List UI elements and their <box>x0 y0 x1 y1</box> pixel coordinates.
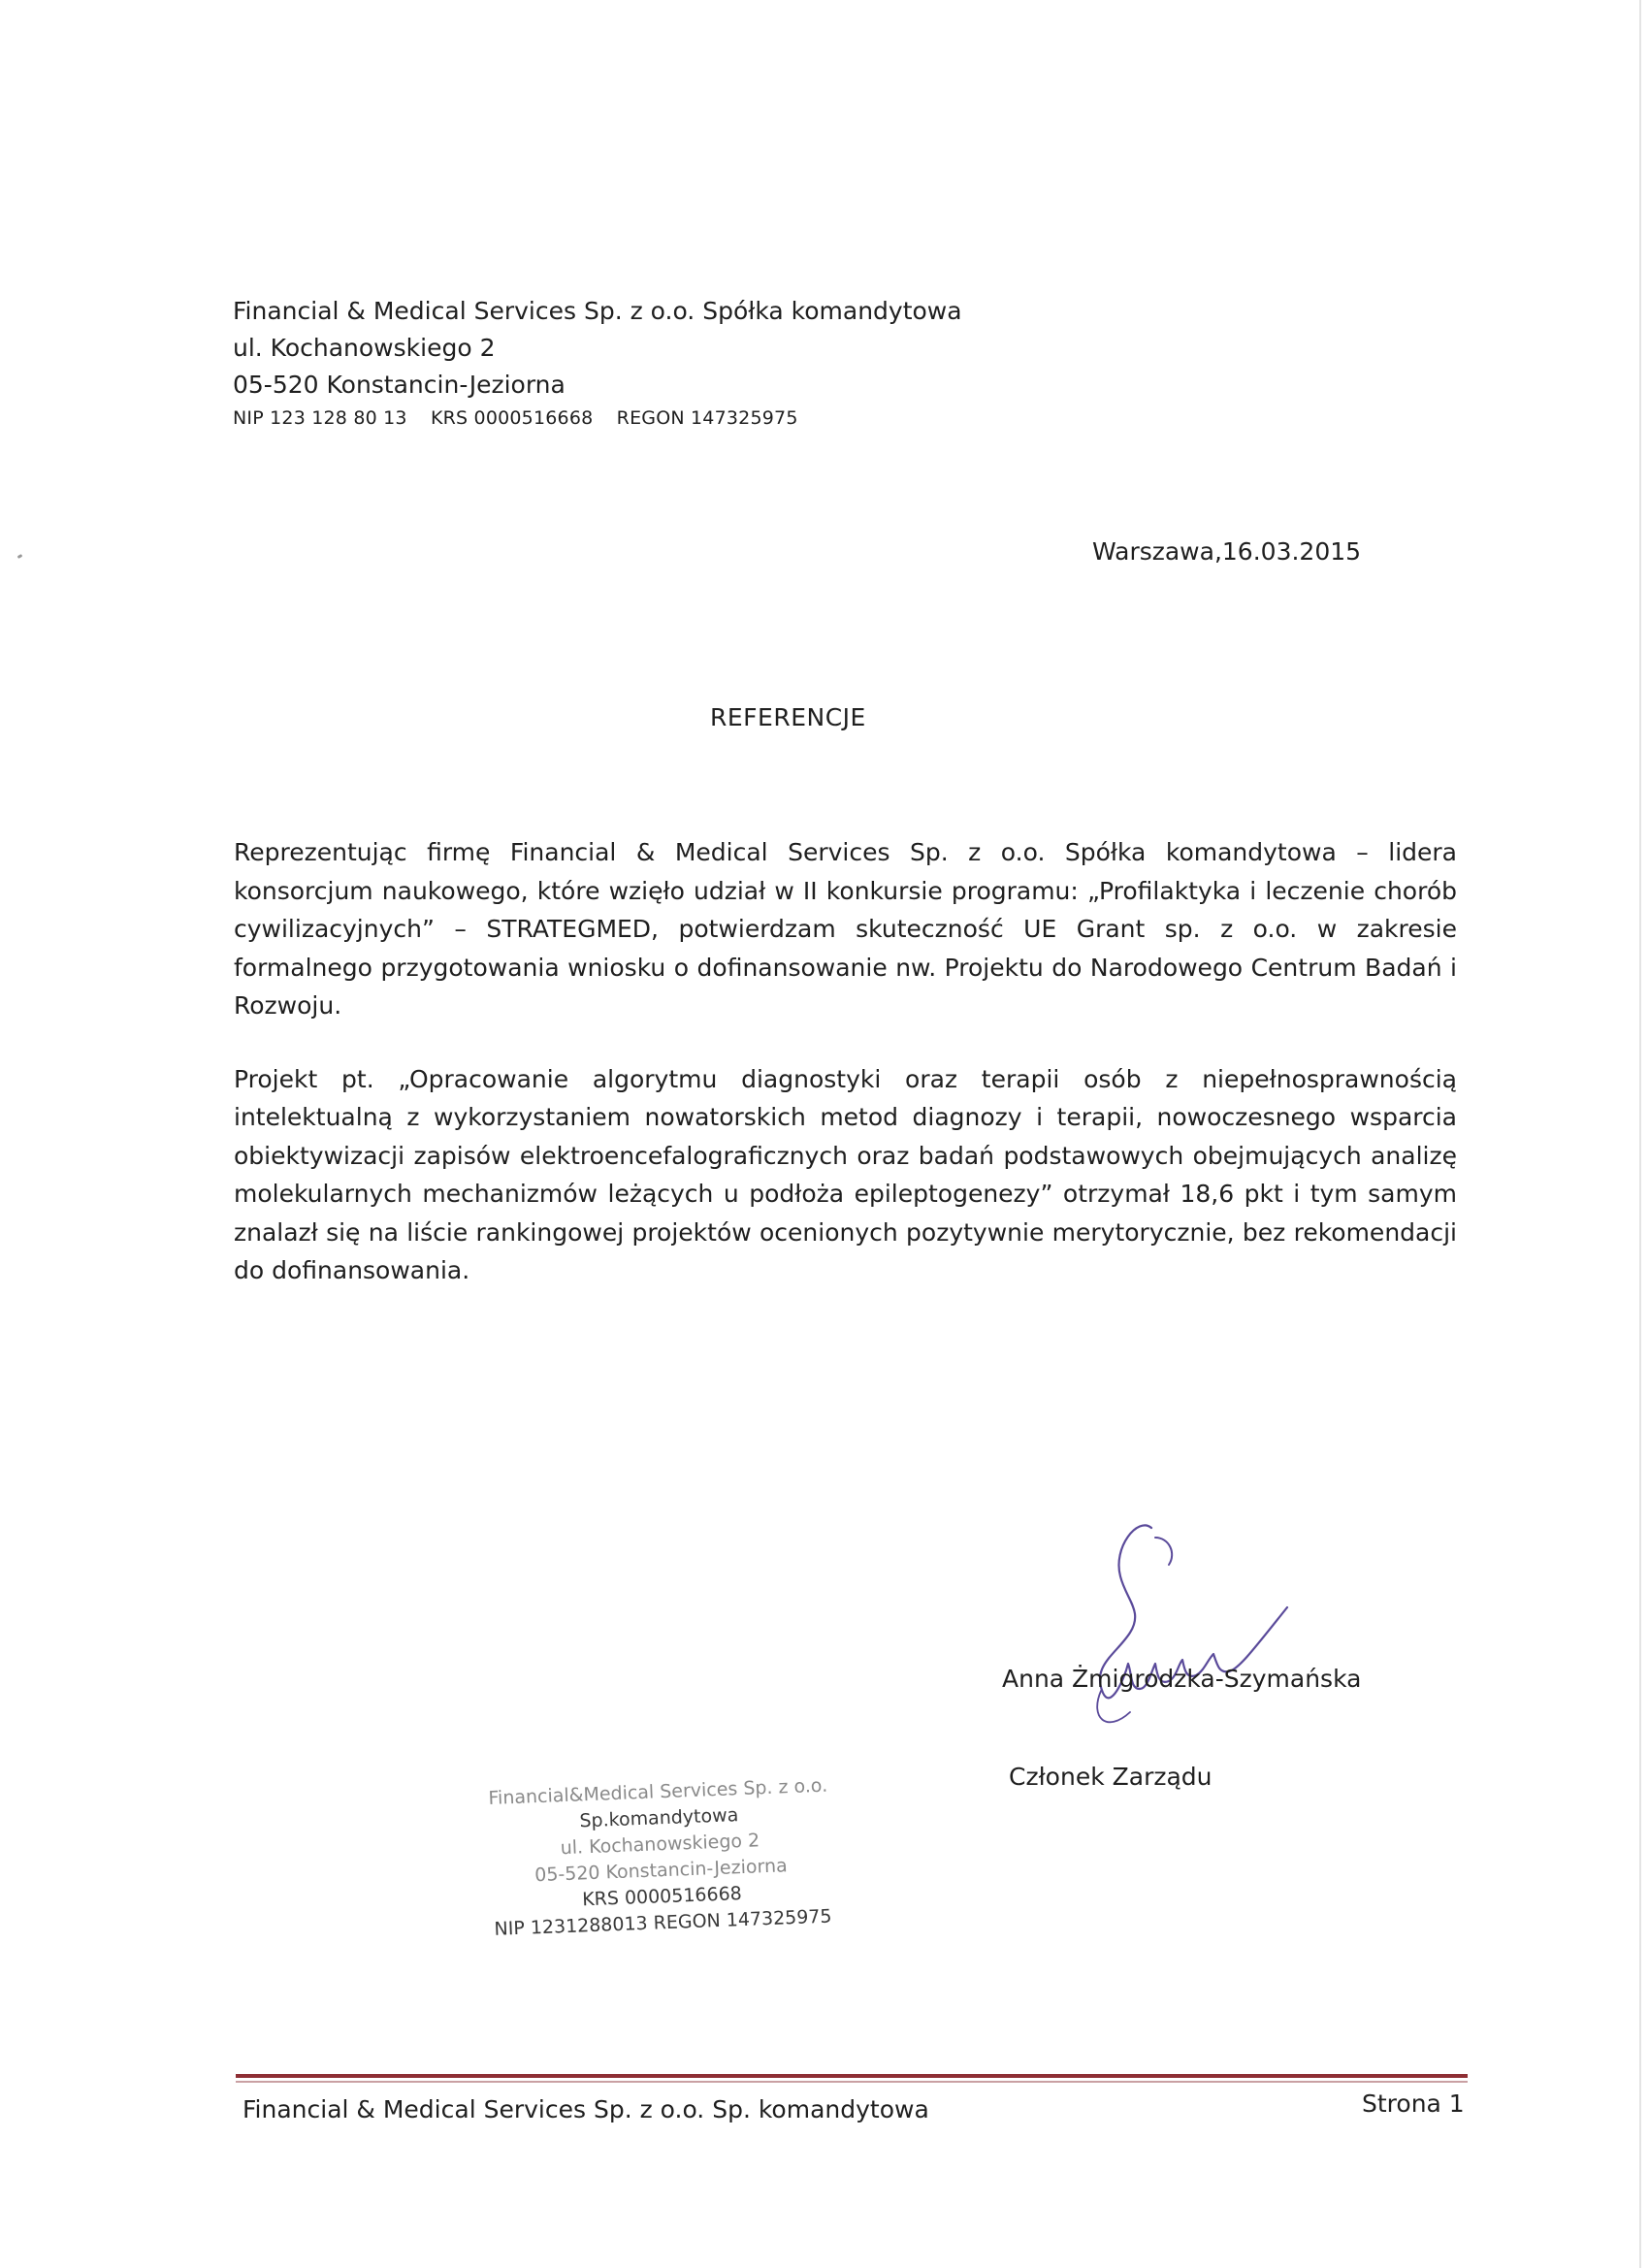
sender-city: 05-520 Konstancin-Jeziorna <box>233 371 566 399</box>
stamp-line-krs: KRS 0000516668 <box>581 1883 743 1911</box>
letter-date: Warszawa,16.03.2015 <box>1092 537 1362 566</box>
stamp-line-company: Financial&Medical Services Sp. z o.o. <box>488 1774 828 1810</box>
footer-page-number: Strona 1 <box>1362 2090 1465 2118</box>
stamp-line-form: Sp.komandytowa <box>579 1804 739 1832</box>
stamp-line-nip-regon: NIP 1231288013 REGON 147325975 <box>494 1905 832 1940</box>
sender-nip: NIP 123 128 80 13 <box>233 407 407 429</box>
signer-name: Anna Żmigrodzka-Szymańska <box>1002 1665 1362 1693</box>
stamp-line-city: 05-520 Konstancin-Jeziorna <box>534 1855 789 1887</box>
sender-address-block <box>233 293 962 433</box>
footer-divider <box>236 2074 1468 2078</box>
handwritten-signature <box>1062 1518 1353 1741</box>
scan-edge <box>1639 0 1641 2268</box>
sender-company: Financial & Medical Services Sp. z o.o. Spółka komandytowa <box>233 297 962 325</box>
sender-krs: KRS 0000516668 <box>430 407 594 429</box>
body-paragraph-1: Reprezentując firmę Financial & Medical Services Sp. z o.o. Spółka komandytowa – lidera konsorcjum naukowego, które wzięło udział w II konkursie programu: „Profilaktyka i leczenie chorób cywilizacyjnych” – STRATEGMED, potwierdzam skuteczność UE Grant sp. z o.o. w zakresie formalnego przygotowania wniosku o dofinansowanie nw. Projektu do Narodowego Centrum Badań i Rozwoju. <box>234 838 1457 1020</box>
letter-body <box>234 833 1457 1325</box>
company-stamp <box>464 1772 857 1944</box>
scan-speck <box>17 554 23 559</box>
letter-title: REFERENCJE <box>710 703 866 731</box>
sender-regon: REGON 147325975 <box>616 407 798 429</box>
signer-role: Członek Zarządu <box>1009 1763 1212 1791</box>
body-paragraph-2: Projekt pt. „Opracowanie algorytmu diagnostyki oraz terapii osób z niepełnosprawnością intelektualną z wykorzystaniem nowatorskich metod diagnozy i terapii, nowoczesnego wsparcia obiektywizacji zapisów elektroencefalograficznych oraz badań podstawowych obejmujących analizę molekularnych mechanizmów leżących u podłoża epileptogenezy” otrzymał 18,6 pkt i tym samym znalazł się na liście rankingowej projektów ocenionych pozytywnie merytorycznie, bez rekomendacji do dofinansowania. <box>234 1064 1457 1284</box>
footer-divider-shadow <box>236 2081 1468 2083</box>
footer-company: Financial & Medical Services Sp. z o.o. Sp. komandytowa <box>242 2095 929 2123</box>
stamp-line-street: ul. Kochanowskiego 2 <box>560 1830 760 1860</box>
sender-street: ul. Kochanowskiego 2 <box>233 334 496 362</box>
sender-registry-ids <box>233 404 962 433</box>
